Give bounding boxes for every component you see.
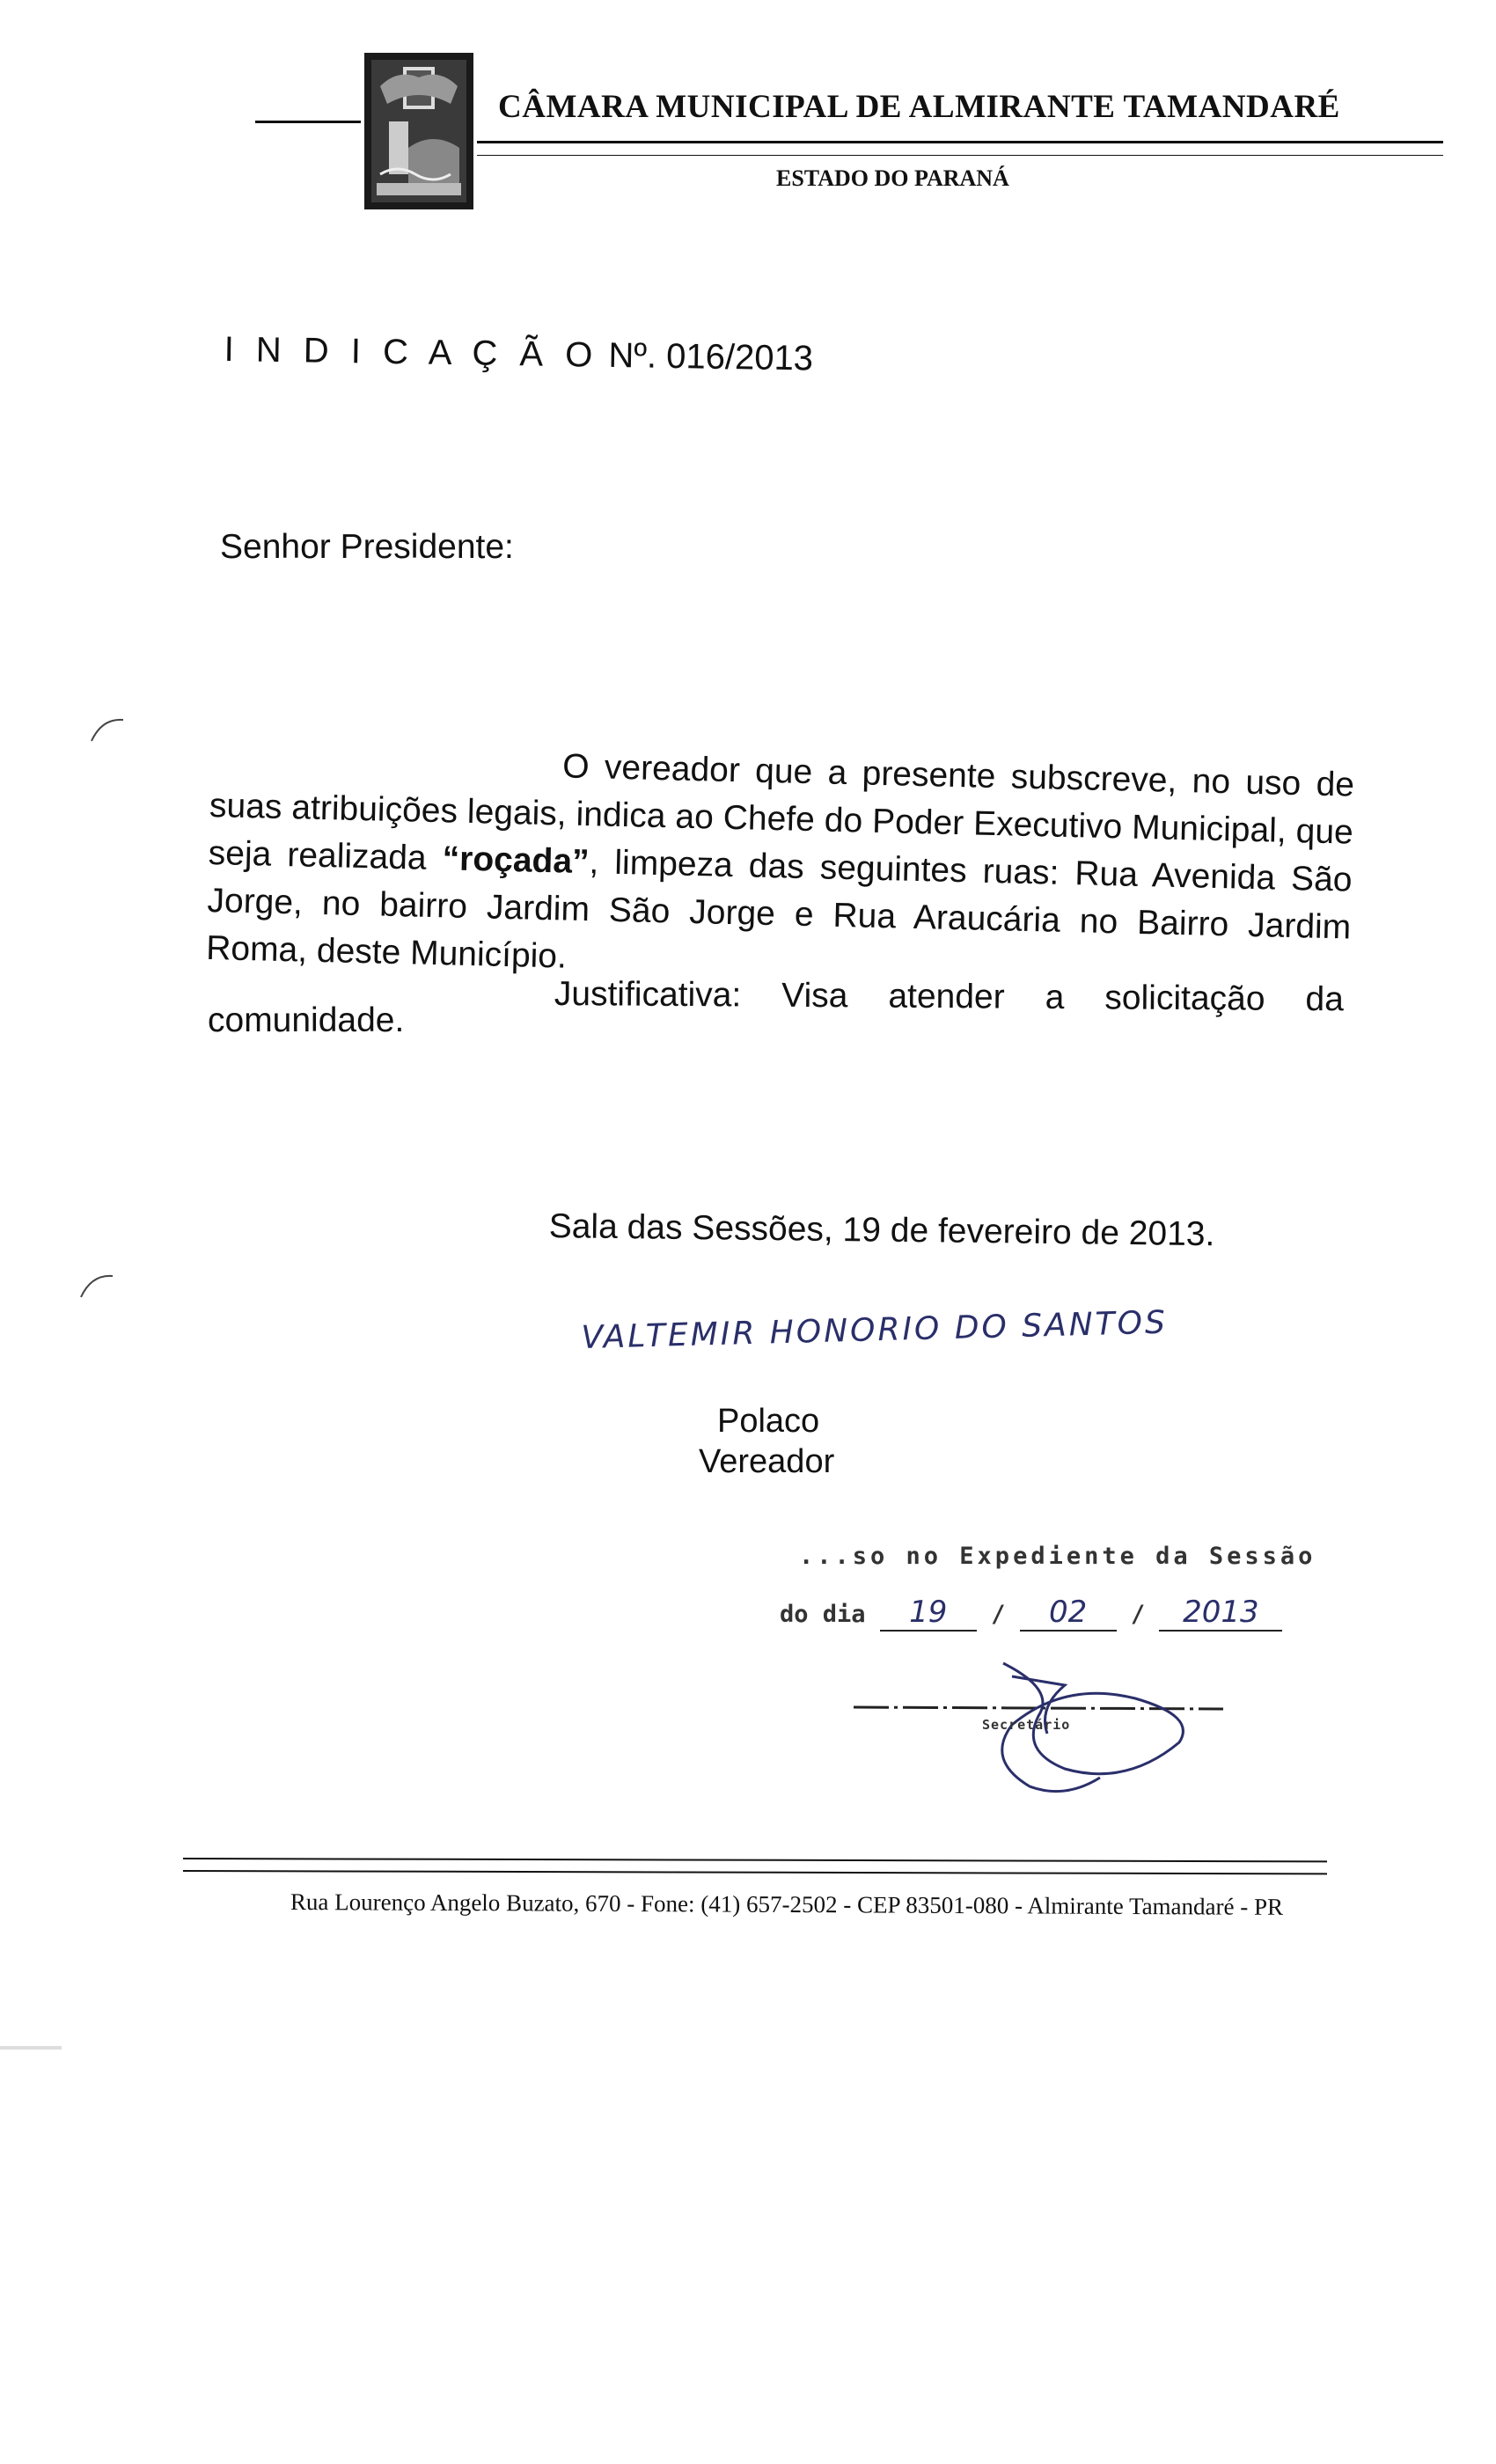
state-name: ESTADO DO PARANÁ	[776, 165, 1009, 191]
scan-edge-mark	[0, 2046, 62, 2050]
stamp-day: 19	[880, 1595, 977, 1632]
date-line: Sala das Sessões, 19 de fevereiro de 2013.	[548, 1207, 1215, 1254]
municipal-crest-icon	[363, 51, 475, 211]
stamp-date-prefix: do dia	[780, 1601, 866, 1628]
stamp-secretary-label: Secretário	[982, 1717, 1071, 1733]
justification-line	[554, 975, 1344, 1019]
body-text-part2: , limpeza das seguintes ruas: Rua Avenida São Jorge, no bairro Jardim São Jorge e Rua Araucária no Bairro Jardim Roma, deste Município.	[205, 843, 1353, 976]
justification-continuation: comunidade.	[208, 1001, 405, 1039]
header-rule-thin	[477, 155, 1443, 156]
stamp-year: 2013	[1159, 1595, 1282, 1632]
justification-word: Visa	[781, 976, 848, 1016]
stamp-separator: /	[1130, 1601, 1146, 1628]
justification-word: Justificativa:	[554, 975, 742, 1015]
body-paragraph	[206, 735, 1355, 1000]
salutation: Senhor Presidente:	[220, 528, 514, 566]
footer-rule-bottom	[183, 1870, 1327, 1874]
document-title	[224, 330, 813, 379]
signer-nickname: Polaco	[717, 1403, 820, 1440]
body-text-part1: O vereador que a presente subscreve, no uso de suas atribuições legais, indica ao Chefe do Poder Executivo Municipal, que seja realizada	[208, 747, 1355, 878]
organization-name: CÂMARA MUNICIPAL DE ALMIRANTE TAMANDARÉ	[498, 89, 1340, 125]
stamp-date-line	[780, 1595, 1282, 1632]
scan-mark-icon	[77, 1267, 130, 1302]
justification-word: a	[1045, 978, 1065, 1017]
handwritten-signature-name: VALTEMIR HONORIO DO SANTOS	[581, 1304, 1169, 1356]
title-label: I N D I C A Ç Ã O	[224, 330, 599, 375]
footer-rule-top	[183, 1858, 1327, 1862]
signer-role: Vereador	[699, 1443, 835, 1480]
stamp-heading: ...so no Expediente da Sessão	[799, 1543, 1316, 1570]
header-rule-left	[255, 121, 361, 123]
title-number: Nº. 016/2013	[608, 335, 814, 378]
justification-word: solicitação	[1104, 979, 1265, 1018]
stamp-separator: /	[991, 1601, 1006, 1628]
scan-mark-icon	[88, 711, 141, 746]
justification-word: atender	[888, 977, 1005, 1016]
stamp-month: 02	[1020, 1595, 1117, 1632]
justification-word: da	[1305, 979, 1345, 1019]
body-text-bold: “roçada”	[442, 840, 590, 882]
footer-address: Rua Lourenço Angelo Buzato, 670 - Fone: (41) 657-2502 - CEP 83501-080 - Almirante Tamandaré - PR	[290, 1888, 1284, 1920]
header-rule-thick	[477, 141, 1443, 143]
